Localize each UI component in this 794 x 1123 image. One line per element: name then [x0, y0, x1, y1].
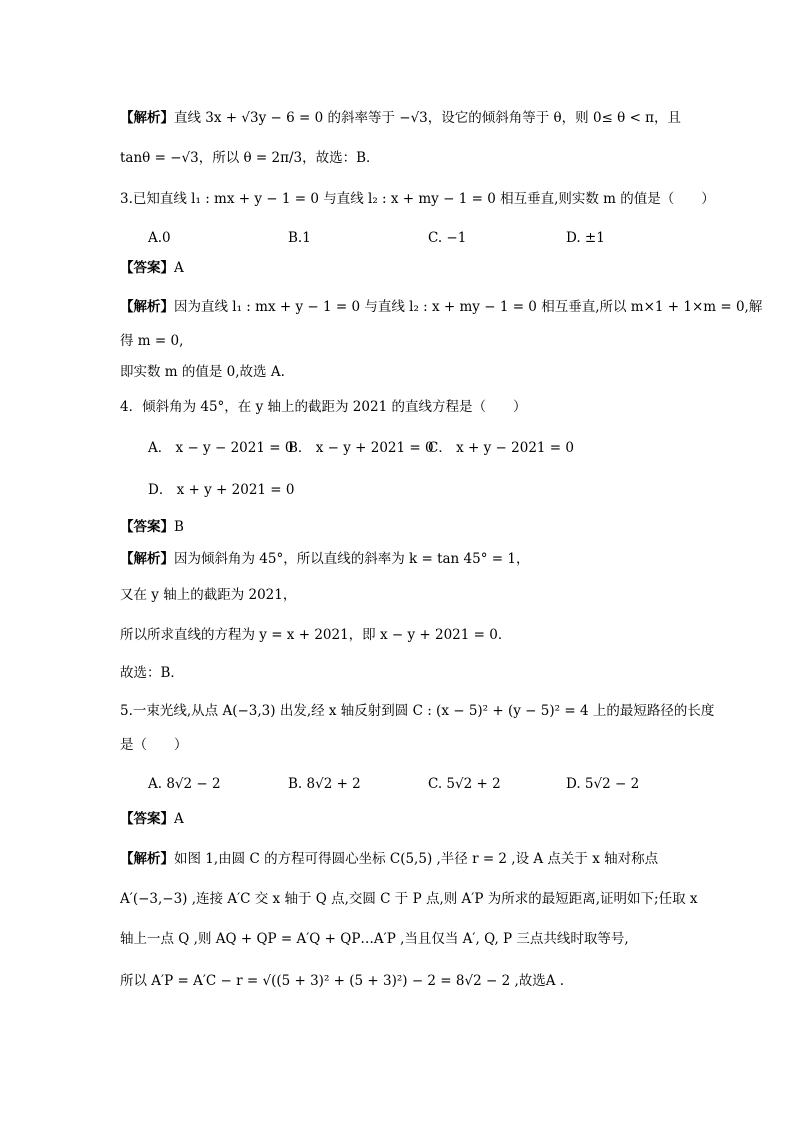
label-answer: 【答案】 — [120, 260, 174, 276]
analysis-text: 直线 3x + √3y − 6 = 0 的斜率等于 −√3，设它的倾斜角等于 θ，则 0≤ θ < π，且 — [174, 110, 682, 126]
text-line — [120, 331, 183, 351]
answer-value: A — [174, 811, 184, 827]
text-line — [120, 929, 629, 949]
label-analysis: 【解析】 — [120, 851, 174, 867]
text-line — [120, 809, 184, 829]
q3-option-d: D. ±1 — [566, 230, 605, 246]
text-line — [120, 549, 529, 569]
q5-option-b: B. 8√2 + 2 — [288, 776, 361, 792]
answer-value: A — [174, 260, 184, 276]
label-analysis: 【解析】 — [120, 299, 174, 315]
text-line — [120, 625, 511, 645]
question-3 — [120, 189, 715, 209]
text-line — [120, 585, 296, 605]
q4-option-a: A． x − y − 2021 = 0 — [148, 440, 294, 456]
text-line — [120, 148, 380, 168]
q5-option-c: C. 5√2 + 2 — [428, 776, 501, 792]
analysis-text: 故选：B． — [120, 665, 184, 681]
analysis-text: 又在 y 轴上的截距为 2021， — [120, 587, 297, 603]
question-4 — [120, 397, 526, 417]
analysis-text: tanθ = −√3，所以 θ = 2π/3，故选：B． — [120, 150, 380, 166]
text-line — [120, 297, 762, 317]
analysis-text: 得 m = 0, — [120, 333, 184, 349]
text-line — [120, 663, 184, 683]
q3-option-b: B.1 — [288, 230, 311, 246]
text-line — [120, 362, 285, 382]
analysis-text: 即实数 m 的值是 0,故选 A. — [120, 364, 285, 380]
question-text: 5.一束光线,从点 A(−3,3) 出发,经 x 轴反射到圆 C : (x − 5)² + (y − 5)² = 4 上的最短路径的长度 — [120, 703, 715, 719]
analysis-text: A′(−3,−3) ,连接 A′C 交 x 轴于 Q 点,交圆 C 于 P 点,则 A′P 为所求的最短距离,证明如下;任取 x — [120, 891, 698, 907]
text-line — [120, 889, 697, 909]
text-line — [120, 735, 188, 755]
analysis-text: 因为直线 l₁ : mx + y − 1 = 0 与直线 l₂ : x + my − 1 = 0 相互垂直,所以 m×1 + 1×m = 0,解 — [174, 299, 763, 315]
q4-option-c: C． x + y − 2021 = 0 — [428, 440, 574, 456]
q3-option-c: C. −1 — [428, 230, 467, 246]
question-text: 3.已知直线 l₁ : mx + y − 1 = 0 与直线 l₂ : x + my − 1 = 0 相互垂直,则实数 m 的值是（ ） — [120, 191, 715, 207]
text-line — [120, 517, 184, 537]
q5-option-a: A. 8√2 − 2 — [148, 776, 221, 792]
q4-option-b: B． x − y + 2021 = 0 — [288, 440, 434, 456]
q5-option-d: D. 5√2 − 2 — [566, 776, 640, 792]
text-line — [120, 849, 658, 869]
analysis-text: 所以所求直线的方程为 y = x + 2021，即 x − y + 2021 = 0． — [120, 627, 512, 643]
question-text: 是（ ） — [120, 737, 188, 753]
q4-option-d: D． x + y + 2021 = 0 — [148, 482, 295, 498]
text-line — [120, 258, 184, 278]
analysis-text: 所以 A′P = A′C − r = √((5 + 3)² + (5 + 3)²) − 2 = 8√2 − 2 ,故选A . — [120, 973, 565, 989]
label-analysis: 【解析】 — [120, 110, 174, 126]
analysis-text: 轴上一点 Q ,则 AQ + QP = A′Q + QP…A′P ,当且仅当 A′, Q, P 三点共线时取等号, — [120, 931, 629, 947]
label-answer: 【答案】 — [120, 519, 174, 535]
label-answer: 【答案】 — [120, 811, 174, 827]
answer-value: B — [174, 519, 184, 535]
label-analysis: 【解析】 — [120, 551, 174, 567]
question-5 — [120, 701, 714, 721]
analysis-text: 如图 1,由圆 C 的方程可得圆心坐标 C(5,5) ,半径 r = 2 ,设 A 点关于 x 轴对称点 — [174, 851, 659, 867]
question-text: 4．倾斜角为 45°，在 y 轴上的截距为 2021 的直线方程是（ ） — [120, 399, 527, 415]
analysis-text: 因为倾斜角为 45°，所以直线的斜率为 k = tan 45° = 1， — [174, 551, 530, 567]
text-line — [120, 108, 681, 128]
q3-option-a: A.0 — [148, 230, 171, 246]
text-line — [120, 971, 564, 991]
